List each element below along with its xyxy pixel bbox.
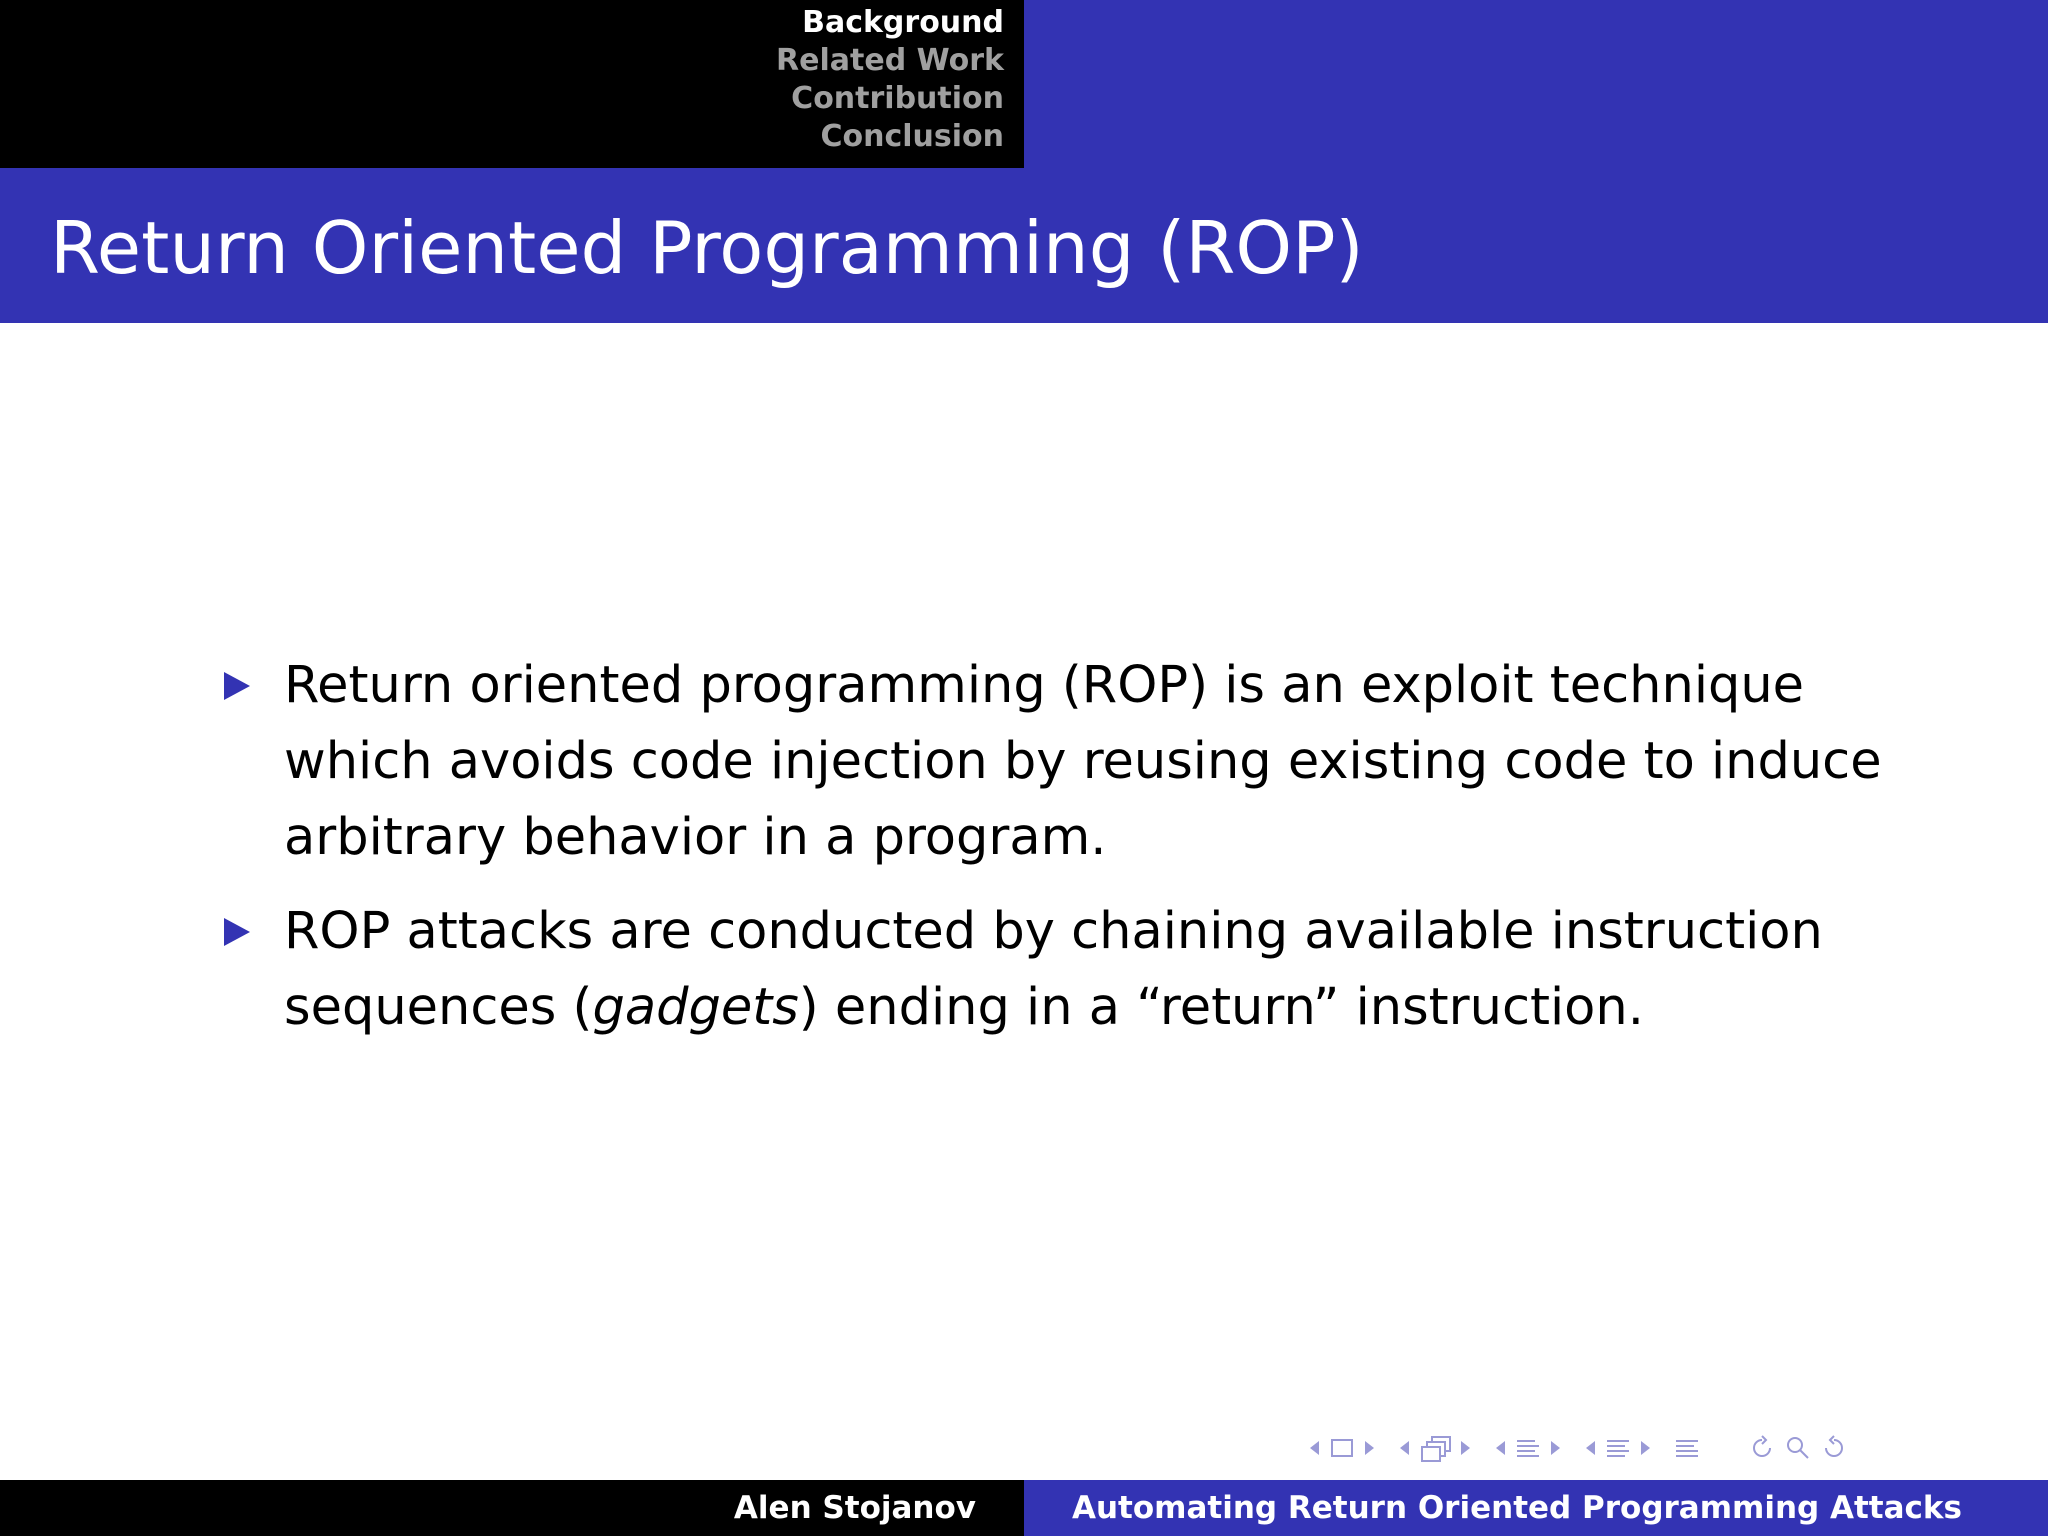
prev-document-icon[interactable]	[1586, 1441, 1595, 1455]
frame-title-bar	[0, 168, 2048, 323]
navigation-symbols	[1310, 1430, 2040, 1466]
bullet-triangle-icon	[224, 918, 250, 946]
footer-title-bar	[1024, 1480, 2048, 1536]
section-link-related-work[interactable]: Related Work	[776, 43, 1004, 78]
document-icon[interactable]	[1607, 1440, 1629, 1457]
bullet-text	[284, 902, 1823, 1037]
toc-icon[interactable]	[1676, 1440, 1698, 1457]
subsection-icon[interactable]	[1421, 1436, 1449, 1460]
header-section-nav	[0, 0, 1024, 168]
back-icon[interactable]	[1748, 1434, 1776, 1462]
subsection-nav	[1400, 1436, 1470, 1460]
section-list	[776, 4, 1004, 156]
history-search-nav	[1748, 1434, 1848, 1462]
bullet-text: Return oriented programming (ROP) is an exploit technique which avoids code injection by reusing existing code to induce arbitrary behavior in a program.	[284, 656, 1882, 867]
next-document-icon[interactable]	[1641, 1441, 1650, 1455]
bullet-text-part: ROP attacks are conducted by chaining available instruction sequences (	[284, 902, 1823, 1037]
toc-nav	[1676, 1440, 1698, 1457]
search-icon[interactable]	[1784, 1434, 1812, 1462]
bullet-triangle-icon	[224, 672, 250, 700]
section-link-conclusion[interactable]: Conclusion	[820, 119, 1004, 154]
bullet-text-part: ) ending in a “return” instruction.	[798, 978, 1644, 1037]
document-nav	[1586, 1440, 1650, 1457]
frame-icon[interactable]	[1331, 1439, 1353, 1457]
frame-nav	[1310, 1439, 1374, 1457]
section-icon[interactable]	[1517, 1440, 1539, 1457]
section-link-background[interactable]: Background	[802, 5, 1004, 40]
frame-title: Return Oriented Programming (ROP)	[50, 206, 1364, 290]
footer-author-bar	[0, 1480, 1024, 1536]
forward-icon[interactable]	[1820, 1434, 1848, 1462]
next-frame-icon[interactable]	[1365, 1441, 1374, 1455]
footer-title: Automating Return Oriented Programming Attacks	[1072, 1490, 1962, 1526]
next-section-icon[interactable]	[1551, 1441, 1560, 1455]
prev-subsection-icon[interactable]	[1400, 1441, 1409, 1455]
gadgets-emphasis: gadgets	[592, 978, 799, 1037]
section-nav	[1496, 1440, 1560, 1457]
bullet-list	[220, 648, 1900, 1064]
bullet-item	[220, 894, 1900, 1046]
footer-author: Alen Stojanov	[733, 1490, 976, 1526]
bullet-item	[220, 648, 1900, 876]
section-link-contribution[interactable]: Contribution	[791, 81, 1004, 116]
prev-frame-icon[interactable]	[1310, 1441, 1319, 1455]
prev-section-icon[interactable]	[1496, 1441, 1505, 1455]
header-subsection-area	[1024, 0, 2048, 168]
next-subsection-icon[interactable]	[1461, 1441, 1470, 1455]
